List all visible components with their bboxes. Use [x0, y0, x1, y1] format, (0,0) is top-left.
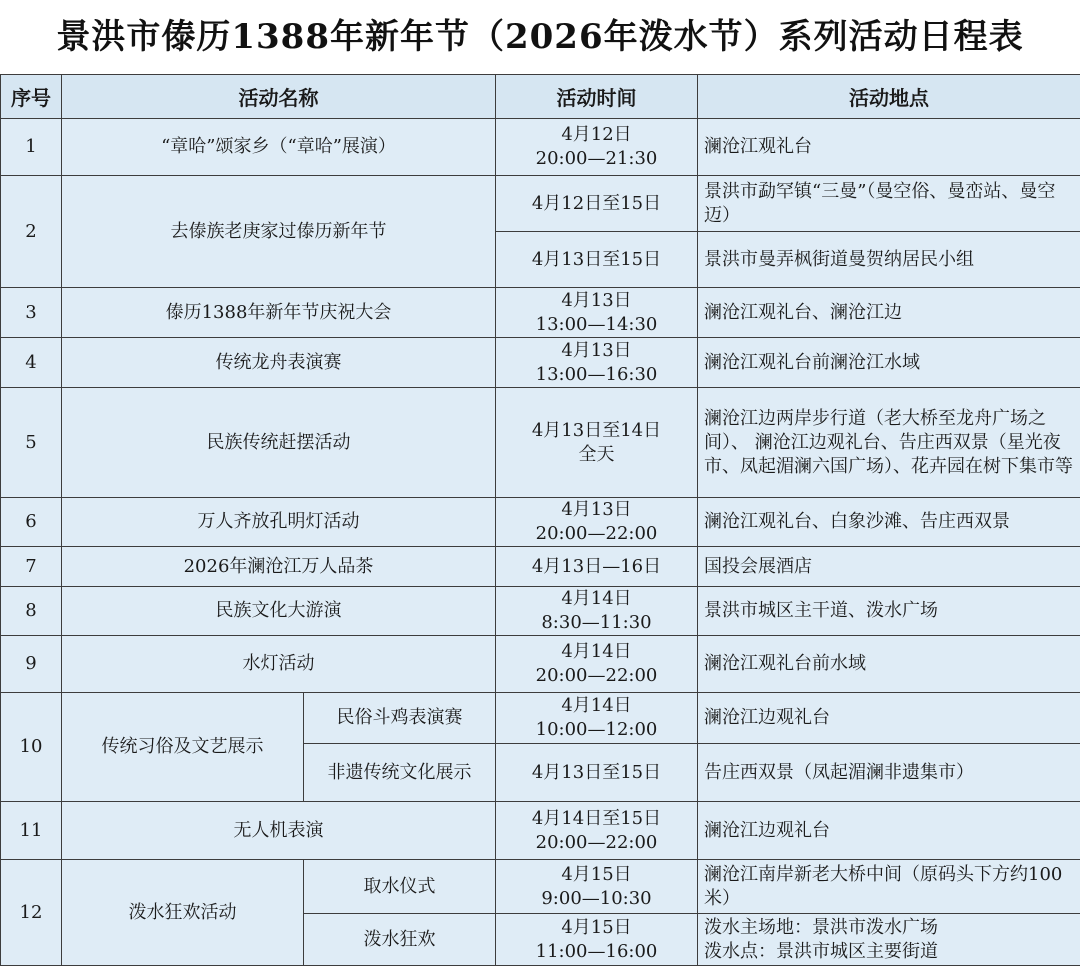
activity-place: 澜沧江观礼台前澜沧江水域 — [698, 338, 1080, 388]
activity-name: 去傣族老庚家过傣历新年节 — [62, 176, 496, 288]
activity-place: 澜沧江南岸新老大桥中间（原码头下方约100米） — [698, 860, 1080, 914]
row-seq: 1 — [1, 119, 62, 176]
activity-name: 2026年澜沧江万人品茶 — [62, 547, 496, 587]
activity-name: 傣历1388年新年节庆祝大会 — [62, 288, 496, 338]
activity-time: 4月15日 11:00—16:00 — [496, 914, 698, 966]
activity-name: 民族传统赶摆活动 — [62, 388, 496, 498]
row-seq: 7 — [1, 547, 62, 587]
row-seq: 10 — [1, 693, 62, 802]
sub-activity-name: 民俗斗鸡表演赛 — [304, 693, 496, 744]
activity-time: 4月13日至15日 — [496, 744, 698, 802]
activity-place: 澜沧江观礼台前水域 — [698, 636, 1080, 693]
table-row — [1, 119, 1080, 176]
activity-place: 告庄西双景（凤起湄澜非遗集市） — [698, 744, 1080, 802]
activity-time: 4月14日至15日 20:00—22:00 — [496, 802, 698, 860]
schedule-table — [0, 74, 1080, 966]
activity-place: 泼水主场地：景洪市泼水广场 泼水点：景洪市城区主要街道 — [698, 914, 1080, 966]
table-row — [1, 176, 1080, 232]
row-seq: 3 — [1, 288, 62, 338]
activity-place: 景洪市曼弄枫街道曼贺纳居民小组 — [698, 232, 1080, 288]
activity-time: 4月13日 13:00—16:30 — [496, 338, 698, 388]
header-time: 活动时间 — [496, 75, 698, 119]
activity-place: 国投会展酒店 — [698, 547, 1080, 587]
row-seq: 2 — [1, 176, 62, 288]
activity-time: 4月13日 13:00—14:30 — [496, 288, 698, 338]
activity-time: 4月13日至14日 全天 — [496, 388, 698, 498]
activity-time: 4月13日—16日 — [496, 547, 698, 587]
activity-name: 传统龙舟表演赛 — [62, 338, 496, 388]
activity-place: 澜沧江观礼台 — [698, 119, 1080, 176]
table-row — [1, 338, 1080, 388]
table-header-row — [1, 75, 1080, 119]
activity-place: 澜沧江边观礼台 — [698, 802, 1080, 860]
activity-time: 4月12日 20:00—21:30 — [496, 119, 698, 176]
table-row — [1, 547, 1080, 587]
activity-name: 水灯活动 — [62, 636, 496, 693]
header-seq: 序号 — [1, 75, 62, 119]
table-row — [1, 693, 1080, 744]
activity-time: 4月14日 8:30—11:30 — [496, 587, 698, 636]
table-row — [1, 498, 1080, 547]
activity-time: 4月13日至15日 — [496, 232, 698, 288]
activity-time: 4月15日 9:00—10:30 — [496, 860, 698, 914]
activity-time: 4月13日 20:00—22:00 — [496, 498, 698, 547]
activity-place: 景洪市城区主干道、泼水广场 — [698, 587, 1080, 636]
row-seq: 11 — [1, 802, 62, 860]
activity-name: 传统习俗及文艺展示 — [62, 693, 304, 802]
activity-name: 泼水狂欢活动 — [62, 860, 304, 966]
activity-place: 景洪市勐罕镇“三曼”（曼空俗、曼峦站、曼空迈） — [698, 176, 1080, 232]
activity-place: 澜沧江边两岸步行道（老大桥至龙舟广场之间）、 澜沧江边观礼台、告庄西双景（星光夜市、凤起湄澜六国广场）、花卉园在树下集市等 — [698, 388, 1080, 498]
table-row — [1, 388, 1080, 498]
header-place: 活动地点 — [698, 75, 1080, 119]
page-title: 景洪市傣历1388年新年节（2026年泼水节）系列活动日程表 — [56, 17, 1024, 57]
activity-time: 4月14日 20:00—22:00 — [496, 636, 698, 693]
sub-activity-name: 取水仪式 — [304, 860, 496, 914]
activity-name: 万人齐放孔明灯活动 — [62, 498, 496, 547]
row-seq: 4 — [1, 338, 62, 388]
table-row — [1, 587, 1080, 636]
table-row — [1, 636, 1080, 693]
table-row — [1, 860, 1080, 914]
table-row — [1, 288, 1080, 338]
row-seq: 6 — [1, 498, 62, 547]
sub-activity-name: 非遗传统文化展示 — [304, 744, 496, 802]
header-name: 活动名称 — [62, 75, 496, 119]
row-seq: 12 — [1, 860, 62, 966]
activity-name: “章哈”颂家乡（“章哈”展演） — [62, 119, 496, 176]
activity-place: 澜沧江观礼台、澜沧江边 — [698, 288, 1080, 338]
activity-time: 4月12日至15日 — [496, 176, 698, 232]
row-seq: 5 — [1, 388, 62, 498]
sub-activity-name: 泼水狂欢 — [304, 914, 496, 966]
activity-time: 4月14日 10:00—12:00 — [496, 693, 698, 744]
activity-place: 澜沧江观礼台、白象沙滩、告庄西双景 — [698, 498, 1080, 547]
row-seq: 9 — [1, 636, 62, 693]
table-row — [1, 802, 1080, 860]
activity-name: 民族文化大游演 — [62, 587, 496, 636]
activity-name: 无人机表演 — [62, 802, 496, 860]
activity-place: 澜沧江边观礼台 — [698, 693, 1080, 744]
row-seq: 8 — [1, 587, 62, 636]
